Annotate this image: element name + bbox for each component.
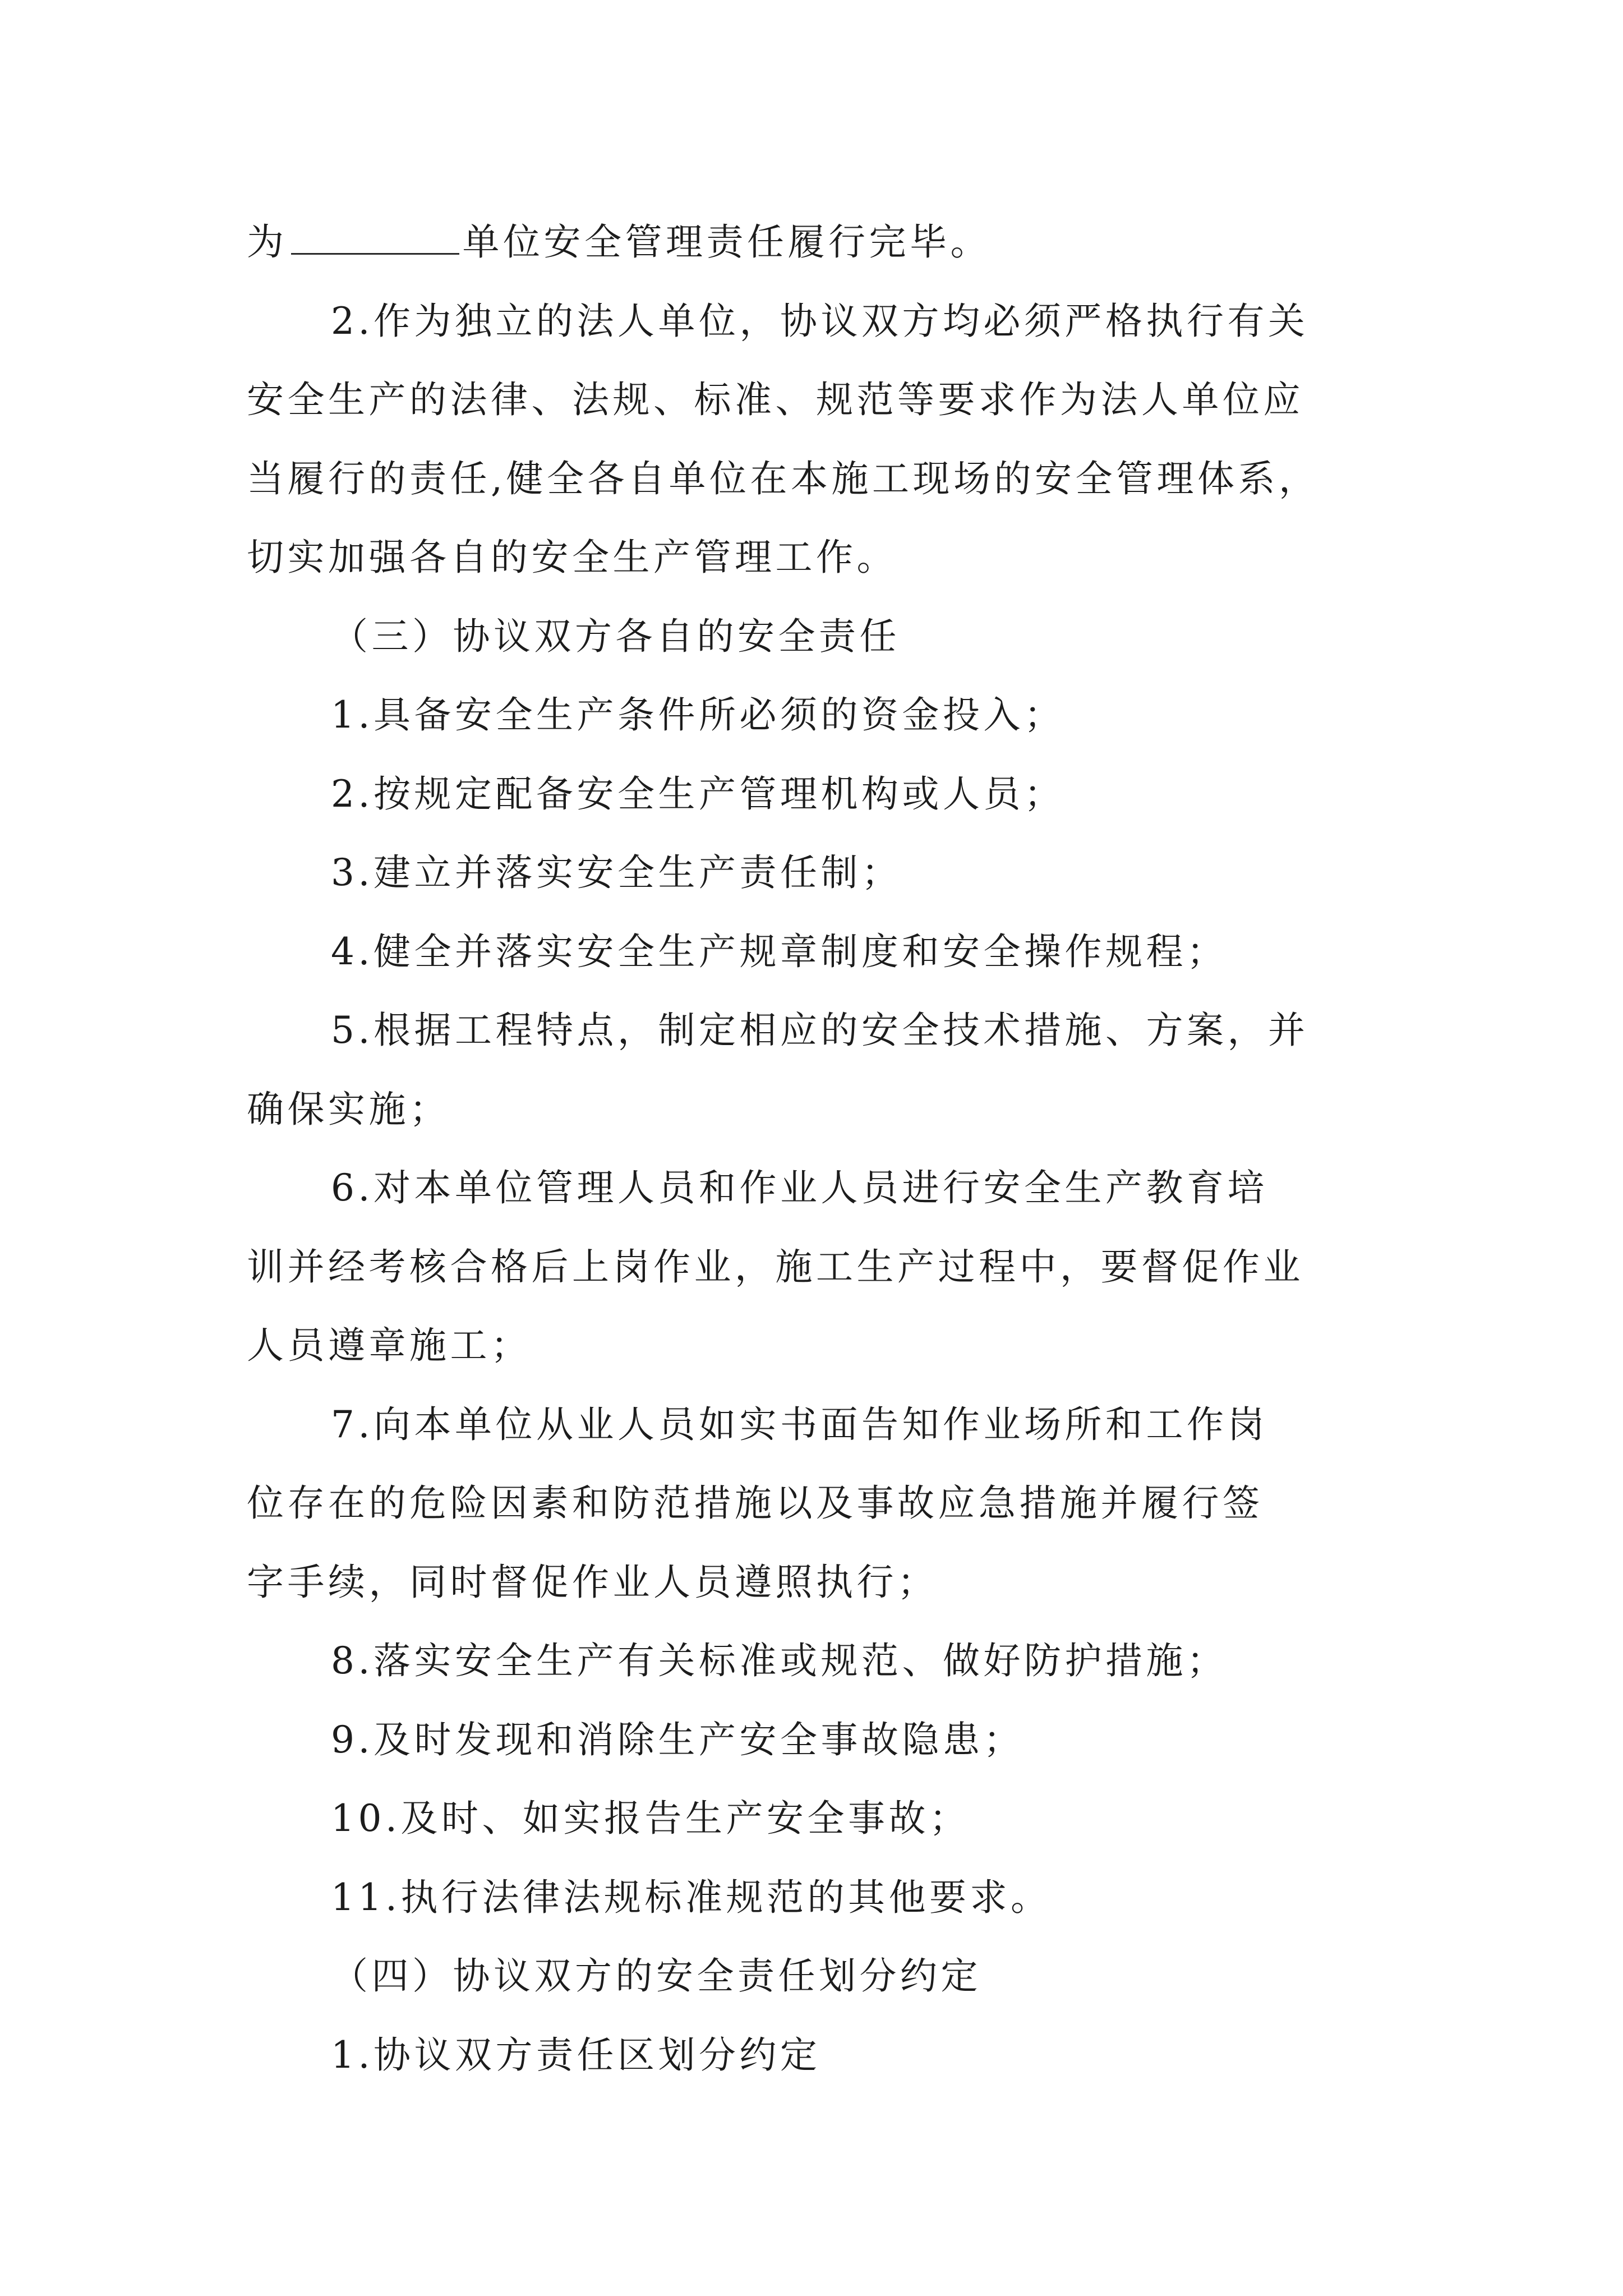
- list-item: 3.建立并落实安全生产责任制；: [331, 851, 902, 894]
- section-heading: （三）协议双方各自的安全责任: [331, 614, 900, 658]
- paragraph-line: [247, 203, 1394, 282]
- list-item: 9.及时发现和消除生产安全事故隐患；: [331, 1718, 1024, 1761]
- list-item-continuation: 确保实施；: [247, 1087, 450, 1131]
- list-item: 6.对本单位管理人员和作业人员进行安全生产教育培: [331, 1166, 1268, 1209]
- text-fragment: 单位安全管理责任履行完毕。: [462, 220, 991, 264]
- document-body: [247, 203, 1394, 2095]
- list-item: 1.协议双方责任区划分约定: [331, 2033, 821, 2077]
- list-item: 8.落实安全生产有关标准或规范、做好防护措施；: [331, 1639, 1228, 1682]
- list-item: 10.及时、如实报告生产安全事故；: [331, 1797, 970, 1840]
- list-item-continuation: 人员遵章施工；: [247, 1324, 532, 1367]
- list-item: 1.具备安全生产条件所必须的资金投入；: [331, 693, 1065, 737]
- list-item-continuation: 位存在的危险因素和防范措施以及事故应急措施并履行签: [247, 1481, 1264, 1525]
- list-item-continuation: 训并经考核合格后上岗作业，施工生产过程中，要督促作业: [247, 1245, 1304, 1289]
- paragraph-line: 安全生产的法律、法规、标准、规范等要求作为法人单位应: [247, 378, 1304, 421]
- paragraph-line: 2.作为独立的法人单位，协议双方均必须严格执行有关: [331, 299, 1309, 343]
- list-item: 11.执行法律法规标准规范的其他要求。: [331, 1875, 1052, 1919]
- section-heading: （四）协议双方的安全责任划分约定: [331, 1954, 981, 1998]
- list-item: 7.向本单位从业人员如实书面告知作业场所和工作岗: [331, 1402, 1268, 1446]
- paragraph-line: 当履行的责任,健全各自单位在本施工现场的安全管理体系，: [247, 457, 1320, 500]
- list-item: 2.按规定配备安全生产管理机构或人员；: [331, 772, 1065, 816]
- list-item: 4.健全并落实安全生产规章制度和安全操作规程；: [331, 930, 1228, 973]
- paragraph-line: 切实加强各自的安全生产管理工作。: [247, 536, 897, 579]
- fill-in-blank: [291, 219, 459, 255]
- list-item-continuation: 字手续，同时督促作业人员遵照执行；: [247, 1560, 938, 1604]
- list-item: 5.根据工程特点，制定相应的安全技术措施、方案，并: [331, 1009, 1309, 1052]
- text-fragment: 为: [247, 220, 288, 264]
